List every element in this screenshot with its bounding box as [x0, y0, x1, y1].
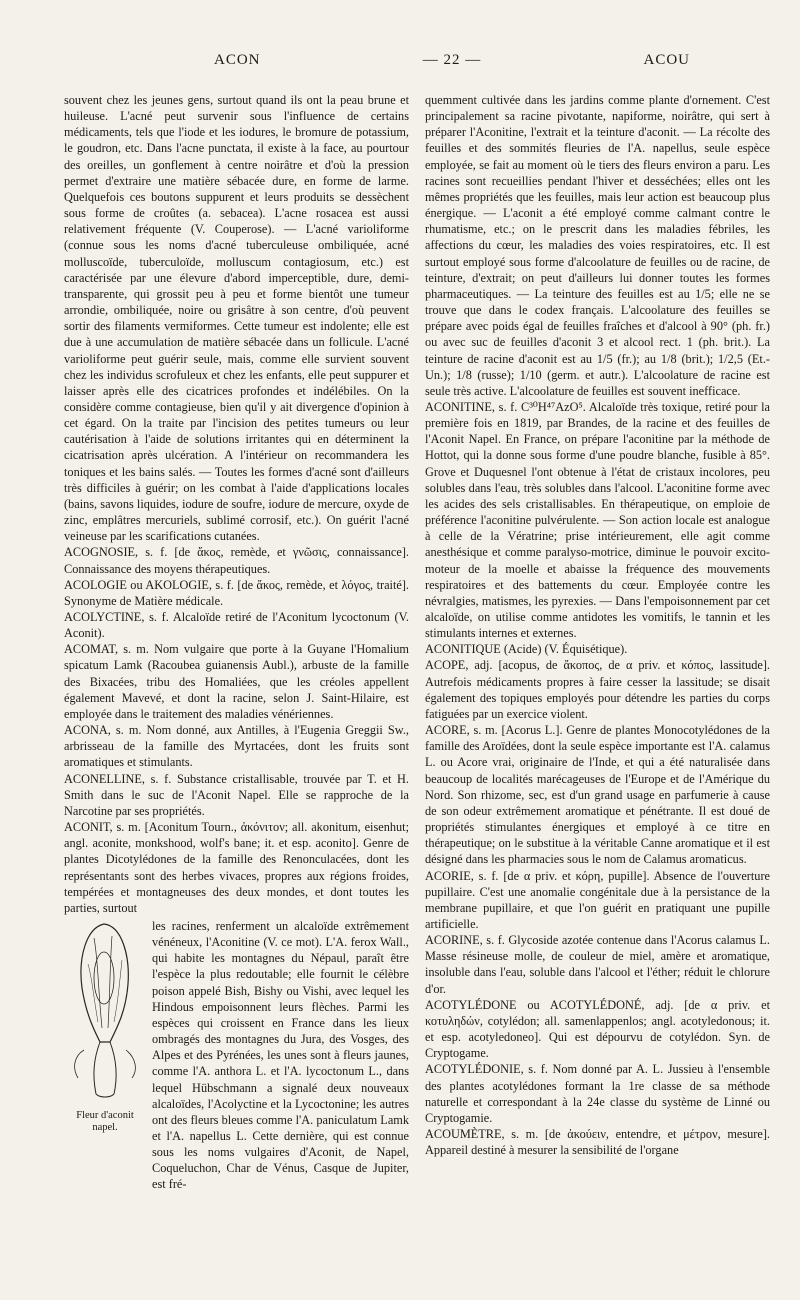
entry-aconit-usage: quemment cultivée dans les jardins comme plante d'ornement. C'est principalement sa racine pivotante, napiforme, noirâtre, qui sert à préparer l'Aconitine, l'extrait et la teinture d'aconit. — La récolte des feuilles et des sommités fleuries de l'A. napellus, seule espèce employée, se fait au moment où le tiers des fleurs environ a paru. Les racines sont recueillies pendant l'hiver et desséchées; elles ont les mêmes propriétés que les feuilles, mais leur action est beaucoup plus énergique. — L'aconit a été employé comme calmant contre le rhumatisme, etc.; on le prescrit dans les maladies fébriles, les affections du cœur, les maladies des voies respiratoires, etc. Il est surtout employé sous forme d'alcoolature de feuilles ou de racine, de teinture, d'extrait; on peut d'ailleurs lui donner toutes les formes pharmaceutiques. — La teinture des feuilles est au 1/5; elle ne se trouve que dans le codex français. L'alcoolature des feuilles se prépare avec poids égal de feuilles fraîches et d'alcool à 90° (ph. fr.) ou avec suc de feuilles d'aconit 3 et alcool rect. 1 (ph. brit.). La teinture de racine d'aconit est au 1/5 (fr.); au 1/8 (brit.); 1/2,5 (Et.-Un.); 1/8 (russe); 1/10 (germ. et autr.). L'alcoolature de racine est seule très active. L'alcoolature de feuilles est souvent inefficace. [425, 93, 770, 398]
entry-acoumetre: ACOUMÈTRE, s. m. [de ἀκούειν, entendre, et μέτρον, mesure]. Appareil destiné à mesurer la sensibilité de l'organe [425, 1127, 770, 1158]
figure-block [64, 918, 409, 1193]
entry-acore: ACORE, s. m. [Acorus L.]. Genre de plantes Monocotylédones de la famille des Aroïdées, dont la seule espèce importante est l'A. calamus L. ou Acore vrai, originaire de l'Inde, et qui a été naturalisée dans beaucoup de localités marécageuses de l'Europe et de l'Amérique du Nord. Son rhizome, sec, est d'un grand usage en parfumerie à cause de son odeur extrêmement aromatique et pénétrante. Il est doué de propriétés stimulantes énergiques et employé à ce titre en thérapeutique; on le substitue à la véritable Canne aromatique et il est désigné dans les pharmacies sous le nom de Calamus aromaticus. [425, 723, 770, 867]
aconite-figure [64, 918, 146, 1193]
header-right-guideword: ACOU [643, 52, 690, 68]
entry-acona: ACONA, s. m. Nom donné, aux Antilles, à l'Eugenia Greggii Sw., arbrisseau de la famille des Myrtacées, dont les fruits sont aromatiques et stimulants. [64, 723, 409, 770]
figure-caption: Fleur d'aconit napel. [76, 1109, 134, 1133]
entry-aconitique: ACONITIQUE (Acide) (V. Équisétique). [425, 642, 628, 657]
entry-acolyctine: ACOLYCTINE, s. f. Alcaloïde retiré de l'Aconitum lycoctonum (V. Aconit). [64, 610, 409, 641]
entry-acotyledonie: ACOTYLÉDONIE, s. f. Nom donné par A. L. Jussieu à l'ensemble des plantes acotylédones formant la 1re classe de sa méthode naturelle et correspondant à la 24e classe du système de Linné ou Cryptogamie. [425, 1062, 770, 1125]
right-column [425, 92, 770, 1193]
aconite-flower-illustration [64, 918, 146, 1108]
entry-acotyledone: ACOTYLÉDONE ou ACOTYLÉDONÉ, adj. [de α priv. et κοτυληδών, cotylédon; all. samenlappenlos; angl. acotyledonous; it. et esp. acotyledoneo]. Qui est dépourvu de cotylédon. Syn. de Cryptogame. [425, 997, 770, 1061]
page-number: — 22 — [422, 52, 482, 68]
entry-acope: ACOPE, adj. [acopus, de ἄκοπος, de α priv. et κόπος, lassitude]. Autrefois médicaments propres à faire cesser la lassitude; se disait également des topiques employés pour détendre les parties du corps fatiguées par un exercice violent. [425, 658, 770, 721]
header-left-guideword: ACON [214, 52, 261, 68]
entry-acognosie: ACOGNOSIE, s. f. [de ἄκος, remède, et γνῶσις, connaissance]. Connaissance des moyens thérapeutiques. [64, 545, 409, 576]
entry-acorine: ACORINE, s. f. Glycoside azotée contenue dans l'Acorus calamus L. Masse résineuse molle, de couleur de miel, amère et aromatique, insoluble dans l'eau, soluble dans l'alcool et l'éther; réduit le chlorure d'or. [425, 933, 770, 996]
entry-acologie: ACOLOGIE ou AKOLOGIE, s. f. [de ἄκος, remède, et λόγος, traité]. Synonyme de Matière médicale. [64, 577, 409, 608]
entry-acomat: ACOMAT, s. m. Nom vulgaire que porte à la Guyane l'Homalium spicatum Lamk (Racoubea guianensis Aubl.), arbuste de la famille des Bixacées, tribu des Homaliées, que les créoles appellent également Mavevé, et dont la racine, selon J. Saint-Hilaire, est employée dans le traitement des maladies vénériennes. [64, 642, 409, 721]
page-header [64, 52, 770, 92]
left-column [64, 92, 409, 1193]
entry-aconit: ACONIT, s. m. [Aconitum Tourn., ἀκόνιτον; all. akonitum, eisenhut; angl. aconite, monkshood, wolf's bane; it. et esp. aconito]. Genre de plantes Dicotylédones de la famille des Renonculacées, dont les représentants sont des herbes vivaces, propres aux régions froides, tempérées et montagneuses des deux mondes, et dont toutes les parties, surtout [64, 820, 409, 915]
entry-acne-continued: souvent chez les jeunes gens, surtout quand ils ont la peau brune et huileuse. L'acné peut survenir sous l'influence de certains médicaments, tels que l'iode et les iodures, le bromure de potassium, le goudron, etc. Dans l'acne punctata, il existe à la face, au pourtour des oreilles, un gonflement à centre noirâtre et d'où la pression permet d'extraire une matière sébacée dure, en forme de larme. Quelquefois ces boutons suppurent et leurs produits se dessèchent sous forme de croûtes (a. sebacea). L'acne rosacea est aussi relativement fréquente (V. Couperose). — L'acné varioliforme (connue sous les noms d'acné tuberculeuse ombiliquée, acné molluscoïde, tuberculoïde, molluscum contagiosum, etc.) est caractérisée par une élevure d'abord imperceptible, dure, demi-transparente, qui grossit peu à peu et forme bientôt une tumeur arrondie, ombiliquée, noire ou grisâtre à son centre, d'où peuvent sortir des filaments vermiformes. Cette tumeur est indolente; elle est due à une accumulation de matière sébacée dans un follicule. L'acné varioliforme peut guérir seule, mais, comme elle survient souvent chez les individus scrofuleux et chez les enfants, elle peut suppurer et laisser après elle des cicatrices profondes et indélébiles. On la considère comme contagieuse, bien qu'il y ait divergence d'opinion à cet égard. On la traite par l'incision des petites tumeurs ou leur cautérisation à l'aide de solutions irritantes qui en déterminent la cicatrisation après ulcération. A l'intérieur on recommandera les toniques et les bains salés. — Toutes les formes d'acné sont d'ailleurs très difficiles à guérir; on les combat à l'aide d'applications locales (bains, savons liquides, iodure de soufre, iodure de mercure, oxyde de zinc, emplâtres mercuriels, sublimé corrosif, etc.). On guérit l'acné veineuse par les scarifications cutanées. [64, 93, 409, 544]
entry-aconitine: ACONITINE, s. f. C³⁰H⁴⁷AzO⁵. Alcaloïde très toxique, retiré pour la première fois en 1819, par Brandes, de la racine et des feuilles de l'Aconit Napel. En France, on prépare l'aconitine par la méthode de Hottot, qui la donne sous forme d'une poudre blanche, fusible à 85°. Grove et Duquesnel l'ont obtenue à l'état de cristaux incolores, peu solubles dans l'eau, très solubles dans l'alcool. L'aconitine forme avec les acides des sels cristallisables. En thérapeutique, on emploie de préférence l'aconitine pulvérulente. — Son action locale est analogue à celle de la Vératrine; prise intérieurement, elle agit comme anesthésique et comme paralyso-motrice, diminue le pouvoir excito-moteur de la moelle et abaisse la fréquence des mouvements respiratoires et des battements du cœur. Employée contre les névralgies, matismes, les pyrexies. — Dans l'empoisonnement par cet alcaloïde, on utilise comme antidotes les vomitifs, le tannin et les stimulants internes et externes. [425, 399, 770, 641]
text-columns [64, 92, 770, 1193]
entry-aconit-continued: les racines, renferment un alcaloïde extrêmement vénéneux, l'Aconitine (V. ce mot). L'A. ferox Wall., qui habite les montagnes du Népaul, paraît être l'espèce la plus redoutable; elle fournit le célèbre poison appelé Bish, Bishy ou Vishi, avec lequel les Hindous empoisonnent leurs flèches. Parmi les espèces qui croissent en France dans les lieux ombragés des montagnes du Jura, des Vosges, des Alpes et des Pyrénées, les unes sont à fleurs jaunes, comme l'A. anthora L. et l'A. lycoctonum L., dans lequel Hübschmann a signalé deux nouveaux alcaloïdes, l'Acolyctine et la Lycoctonine; les autres ont des fleurs bleues comme l'A. paniculatum Lamk et l'A. napellus L. Cette dernière, qui est connue sous les noms vulgaires d'Aconit, de Napel, Coqueluchon, Char de Vénus, Casque de Jupiter, est fré- [152, 918, 409, 1192]
entry-aconelline: ACONELLINE, s. f. Substance cristallisable, trouvée par T. et H. Smith dans le suc de l'Aconit Napel. Elle se rapproche de la Narcotine par ses propriétés. [64, 771, 409, 818]
entry-acorie: ACORIE, s. f. [de α priv. et κόρη, pupille]. Absence de l'ouverture pupillaire. C'est une anomalie congénitale due à la persistance de la membrane pupillaire, et que l'on guérit en pratiquant une pupille artificielle. [425, 868, 770, 931]
